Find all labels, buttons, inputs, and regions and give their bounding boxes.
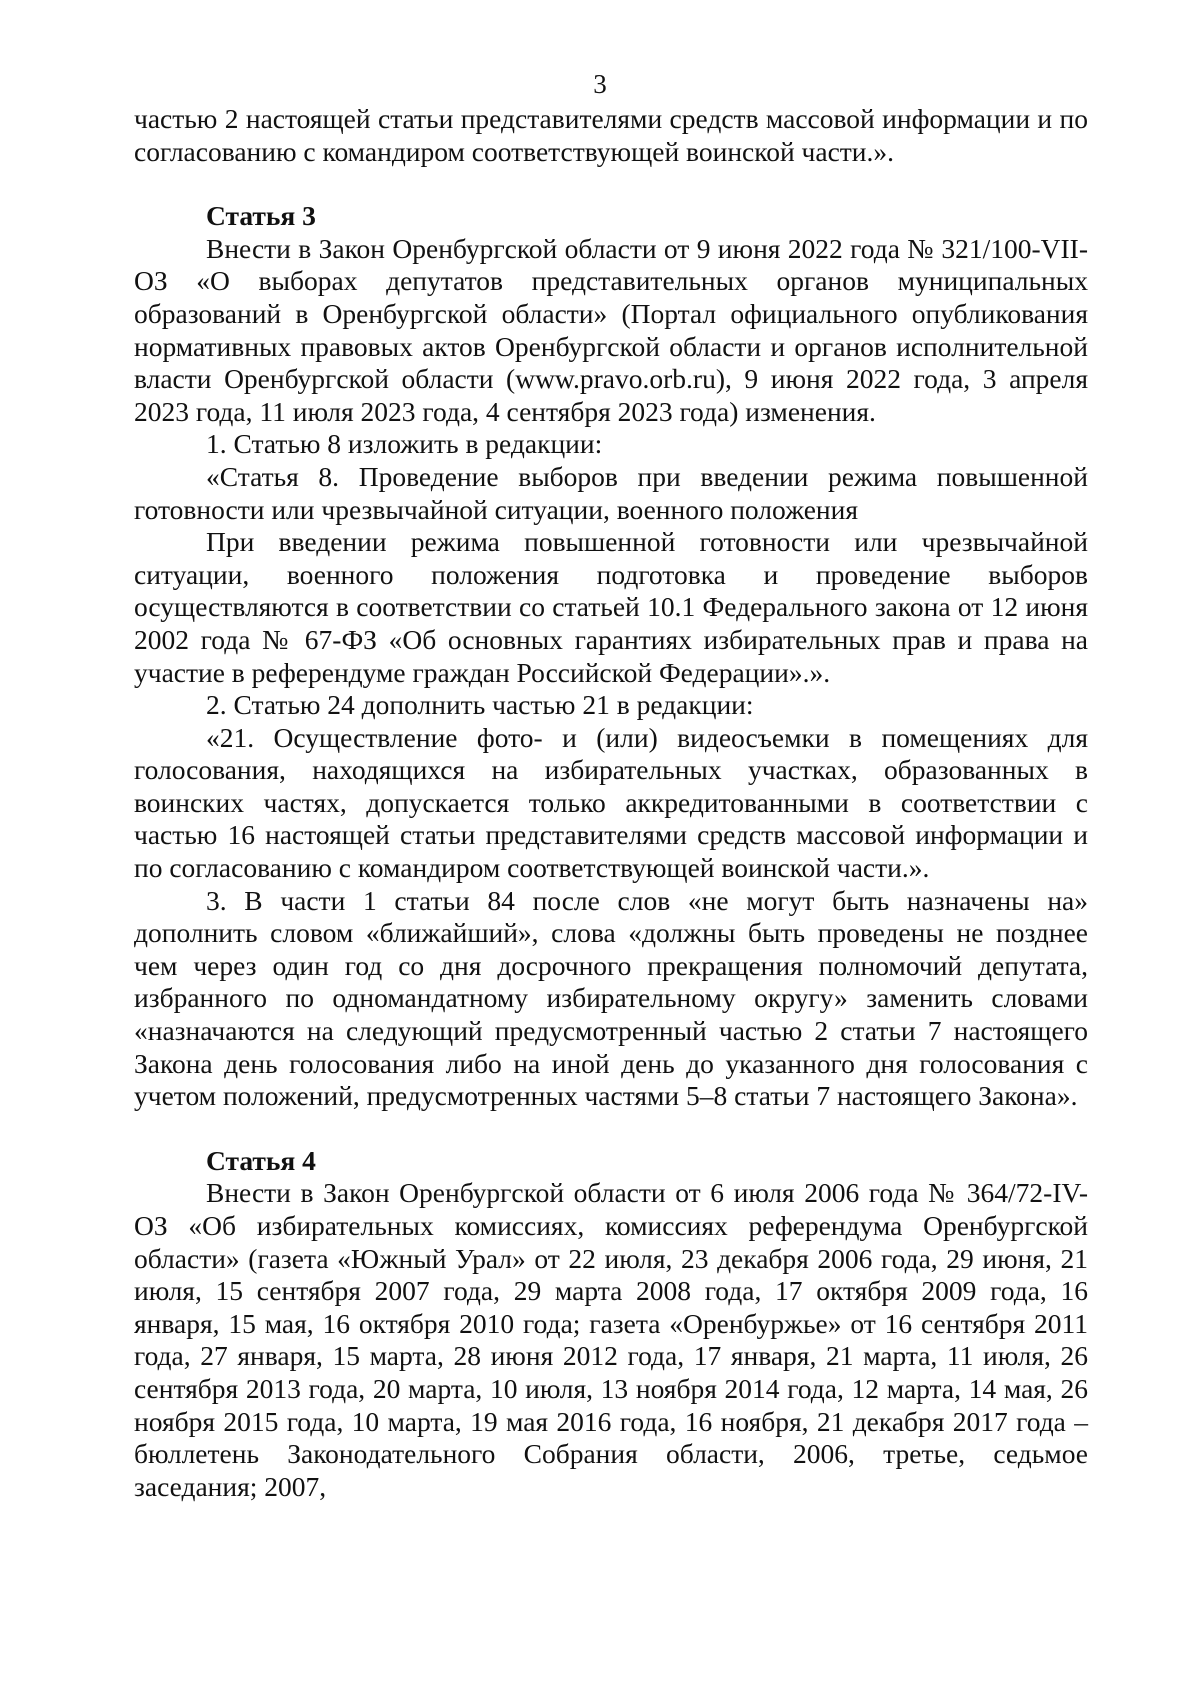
article-3-item-3: 3. В части 1 статьи 84 после слов «не могут быть назначены на» дополнить словом «ближайший», слова «должны быть проведены не позднее чем через один год со дня досрочного прекращения полномочий депутата, избранного по одномандатному избирательному округу» заменить словами «назначаются на следующий предусмотренный частью 2 статьи 7 настоящего Закона день голосования либо на иной день до указанного дня голосования с учетом положений, предусмотренных частями 5–8 статьи 7 настоящего Закона».	[134, 884, 1088, 1112]
article-4-intro: Внести в Закон Оренбургской области от 6 июля 2006 года № 364/72-IV-ОЗ «Об избирательных комиссиях, комиссиях референдума Оренбургской области» (газета «Южный Урал» от 22 июля, 23 декабря 2006 года, 29 июня, 21 июля, 15 сентября 2007 года, 29 марта 2008 года, 17 октября 2009 года, 16 января, 15 мая, 16 октября 2010 года; газета «Оренбуржье» от 16 сентября 2011 года, 27 января, 15 марта, 28 июня 2012 года, 17 января, 21 марта, 11 июля, 26 сентября 2013 года, 20 марта, 10 июля, 13 ноября 2014 года, 12 марта, 14 мая, 26 ноября 2015 года, 10 марта, 19 мая 2016 года, 16 ноября, 21 декабря 2017 года – бюллетень Законодательного Собрания области, 2006, третье, седьмое заседания; 2007,	[134, 1177, 1088, 1502]
article-3-item-1-title: «Статья 8. Проведение выборов при введении режима повышенной готовности или чрезвычайной ситуации, военного положения	[134, 460, 1088, 525]
article-heading-4: Статья 4	[206, 1144, 316, 1176]
document-body	[134, 103, 1088, 1503]
article-3-item-1-body: При введении режима повышенной готовности или чрезвычайной ситуации, военного положения подготовка и проведение выборов осуществляются в соответствии со статьей 10.1 Федерального закона от 12 июня 2002 года № 67-ФЗ «Об основных гарантиях избирательных прав и права на участие в референдуме граждан Российской Федерации».».	[134, 526, 1088, 688]
paragraph-continuation: частью 2 настоящей статьи представителями средств массовой информации и по согласованию с командиром соответствующей воинской части.».	[134, 103, 1088, 167]
article-3-item-1: 1. Статью 8 изложить в редакции:	[206, 428, 603, 460]
article-3-intro: Внести в Закон Оренбургской области от 9 июня 2022 года № 321/100-VII-ОЗ «О выборах депутатов представительных органов муниципальных образований в Оренбургской области» (Портал официального опубликования нормативных правовых актов Оренбургской области и органов исполнительной власти Оренбургской области (www.pravo.orb.ru), 9 июня 2022 года, 3 апреля 2023 года, 11 июля 2023 года, 4 сентября 2023 года) изменения.	[134, 232, 1088, 427]
article-3-item-2-body: «21. Осуществление фото- и (или) видеосъемки в помещениях для голосования, находящихся на избирательных участках, образованных в воинских частях, допускается только аккредитованными в соответствии с частью 16 настоящей статьи представителями средств массовой информации и по согласованию с командиром соответствующей воинской части.».	[134, 721, 1088, 884]
article-3-item-2: 2. Статью 24 дополнить частью 21 в редакции:	[206, 689, 754, 721]
article-heading-3: Статья 3	[206, 200, 316, 232]
page-number: 3	[593, 69, 607, 99]
